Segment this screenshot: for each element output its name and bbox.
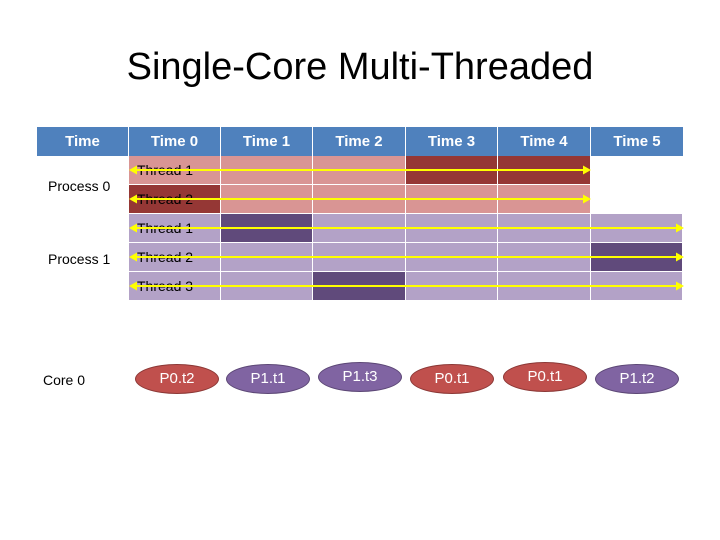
header-time-5: Time 5 <box>591 127 683 156</box>
header-time-4: Time 4 <box>498 127 591 156</box>
header-time: Time <box>37 127 129 156</box>
process-0-label: Process 0 <box>48 178 111 194</box>
thread-label-p1-t2: Thread 2 <box>137 249 194 265</box>
core-0-label: Core 0 <box>43 372 86 388</box>
thread-label-p0-t2: Thread 2 <box>137 191 194 207</box>
thread-label-p0-t1: Thread 1 <box>137 162 194 178</box>
arrowhead-p1-t3-left <box>129 282 137 291</box>
header-time-2: Time 2 <box>313 127 406 156</box>
header-time-1: Time 1 <box>221 127 313 156</box>
core-slot-time3: P0.t1 <box>410 364 494 394</box>
header-time-3: Time 3 <box>406 127 498 156</box>
core-slot-time5: P1.t2 <box>595 364 679 394</box>
arrowhead-p1-t1-left <box>129 224 137 233</box>
core-slot-time0: P0.t2 <box>135 364 219 394</box>
arrowhead-p1-t2-right <box>676 253 684 262</box>
core-slot-time1: P1.t1 <box>226 364 310 394</box>
thread-label-p1-t3: Thread 3 <box>137 278 194 294</box>
core-slot-time2: P1.t3 <box>318 362 402 392</box>
arrowhead-p0-t1-left <box>129 166 137 175</box>
core-slot-time4: P0.t1 <box>503 362 587 392</box>
arrowhead-p0-t1-right <box>583 166 591 175</box>
process-1-label: Process 1 <box>48 251 111 267</box>
thread-label-p1-t1: Thread 1 <box>137 220 194 236</box>
arrowhead-p1-t1-right <box>676 224 684 233</box>
header-time-0: Time 0 <box>129 127 221 156</box>
arrowhead-p0-t2-left <box>129 195 137 204</box>
slide-title: Single-Core Multi-Threaded <box>126 46 594 88</box>
arrowhead-p1-t2-left <box>129 253 137 262</box>
arrowhead-p0-t2-right <box>583 195 591 204</box>
arrowhead-p1-t3-right <box>676 282 684 291</box>
